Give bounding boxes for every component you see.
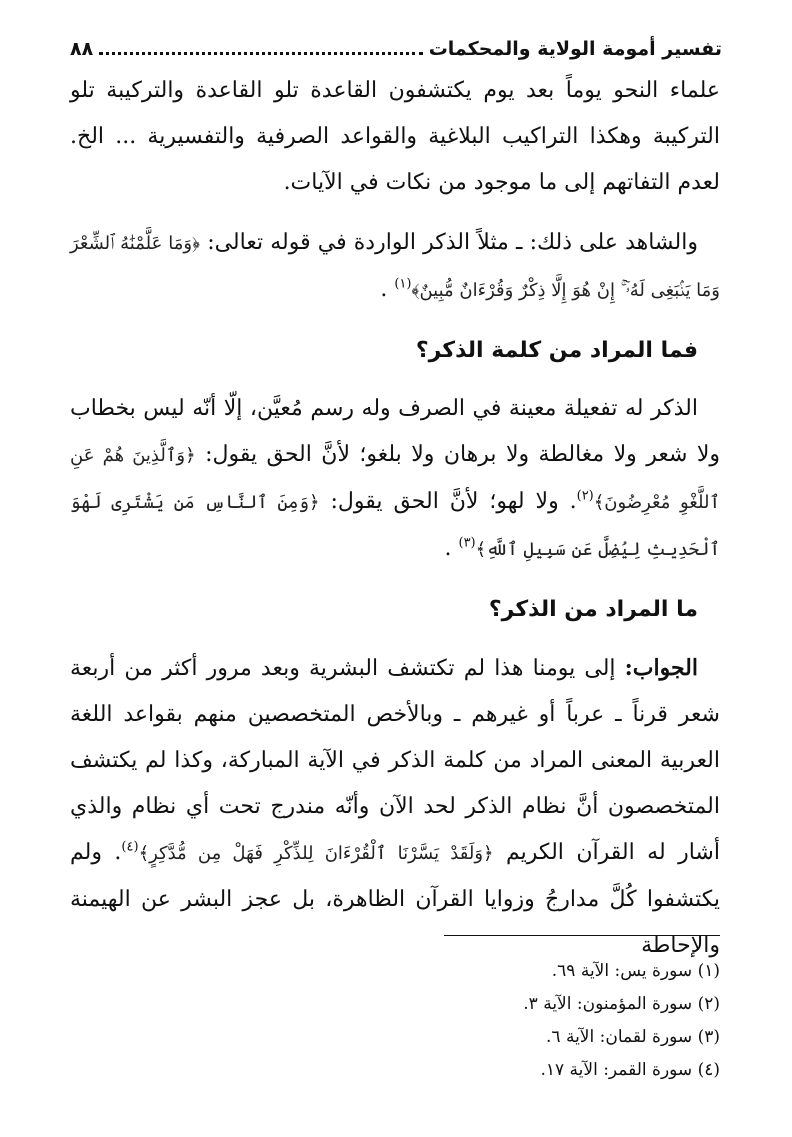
quran-open-bracket: ﴿ — [309, 492, 320, 513]
paragraph-3: الذكر له تفعيلة معينة في الصرف وله رسم مُعيَّن، إلّا أنّه ليس بخطاب ولا شعر ولا مغالطة ولا برهان ولا بلغو؛ لأنَّ الحق يقول: ﴿وَٱلَّذِينَ هُمْ عَنِ ٱللَّغْوِ مُعْرِضُونَ﴾$^{(٢)}$. ولا لهو؛ لأنَّ الحق يقول: ﴿وَمِنَ ٱلنَّاسِ مَن يَشْتَرِى لَهْوَ ٱلْحَدِيثِ لِيُضِلَّ عَن سَبِيلِ ٱللَّهِ﴾$^{(٣)}$ . — [70, 396, 720, 561]
footnote-ref-2: (٢) — [576, 488, 594, 504]
running-head — [70, 30, 722, 60]
quran-open-bracket: ﴿ — [483, 843, 494, 864]
quran-verse-4: وَلَقَدْ يَسَّرْنَا ٱلْقُرْءَانَ لِلذِّكْرِ فَهَلْ مِن مُّدَّكِرٍ — [149, 843, 484, 864]
main-text — [70, 68, 720, 983]
quran-close-bracket: ﴾ — [475, 539, 487, 560]
quran-close-bracket: ﴾ — [138, 843, 150, 864]
page-number: ٨٨ — [70, 38, 94, 60]
leader-dots — [99, 52, 422, 55]
paragraph-2-intro: والشاهد على ذلك: ـ مثلاً الذكر الواردة في قوله تعالى: — [207, 230, 698, 255]
paragraph-3-mid: . ولا لهو؛ لأنَّ الحق يقول: — [330, 489, 577, 514]
footnote-3: (٣) سورة لقمان: الآية ٦. — [546, 1027, 720, 1047]
paragraph-3-text: الذكر له تفعيلة معينة في الصرف وله رسم مُعيَّن، إلّا أنّه ليس بخطاب ولا شعر ولا مغالطة ولا برهان ولا بلغو؛ لأنَّ الحق يقول: — [70, 396, 720, 467]
paragraph-2: والشاهد على ذلك: ـ مثلاً الذكر الواردة في قوله تعالى: ﴿وَمَا عَلَّمْنَٰهُ ٱلشِّعْرَ وَمَا يَنۢبَغِى لَهُۥٓ ۚ إِنْ هُوَ إِلَّا ذِكْرٌ وَقُرْءَانٌ مُّبِينٌ﴾$^{(١)}$ . — [70, 230, 720, 302]
section-heading-2: ما المراد من الذكر؟ — [488, 597, 698, 622]
quran-close-bracket: ﴾ — [593, 492, 605, 513]
paragraph-4-tail: . ولم يكتشفوا كُلَّ مدارجُ وزوايا القرآن الظاهرة، بل عجز البشر عن الهيمنة والإحاطة — [70, 840, 720, 958]
footnote-ref-4: (٤) — [121, 839, 139, 855]
paragraph-4-text: إلى يومنا هذا لم تكتشف البشرية وبعد مرور أكثر من أربعة شعر قرناً ـ عرباً أو غيرهم ـ وبالأخص المتخصصين منهم بقواعد اللغة العربية المعنى المراد من كلمة الذكر في الآية المباركة، وكذا لم يكتشف المتخصصون أنَّ نظام الذكر لحد الآن وأنّه مندرج تحت أي نظام والذي أشار له القرآن الكريم — [70, 656, 720, 865]
footnote-ref-3: (٣) — [458, 535, 476, 551]
paragraph-4 — [70, 645, 720, 969]
quran-open-bracket: ﴿ — [185, 445, 196, 466]
footnote-ref-1: (١) — [394, 276, 412, 292]
quran-verse-1: وَمَا عَلَّمْنَٰهُ ٱلشِّعْرَ وَمَا يَنۢبَغِى لَهُۥٓ ۚ إِنْ هُوَ إِلَّا ذِكْرٌ وَقُرْءَانٌ مُّبِينٌ — [70, 233, 720, 301]
section-heading-1: فما المراد من كلمة الذكر؟ — [415, 338, 698, 363]
paragraph-1: علماء النحو يوماً بعد يوم يكتشفون القاعدة تلو القاعدة والتركيبة تلو التركيبة وهكذا التراكيب البلاغية والقواعد الصرفية والتفسيرية ... الخ. لعدم التفاتهم إلى ما موجود من نكات في الآيات. — [70, 78, 720, 195]
quran-verse-3: وَمِنَ ٱلنَّاسِ مَن يَشْتَرِى لَهْوَ ٱلْحَدِيثِ لِيُضِلَّ عَن سَبِيلِ ٱللَّهِ — [70, 492, 720, 560]
answer-label: الجواب: — [624, 655, 698, 681]
footnote-4: (٤) سورة القمر: الآية ١٧. — [540, 1060, 720, 1080]
footnote-divider — [444, 935, 720, 936]
quran-verse-2: وَٱلَّذِينَ هُمْ عَنِ ٱللَّغْوِ مُعْرِضُونَ — [70, 445, 720, 513]
quran-close-bracket: ﴾ — [411, 280, 420, 301]
quran-open-bracket: ﴿ — [192, 233, 201, 254]
running-title: تفسير أمومة الولاية والمحكمات — [428, 38, 722, 60]
footnotes — [320, 955, 720, 1087]
footnote-2: (٢) سورة المؤمنون: الآية ٣. — [523, 994, 720, 1014]
footnote-1: (١) سورة يس: الآية ٦٩. — [551, 961, 720, 981]
